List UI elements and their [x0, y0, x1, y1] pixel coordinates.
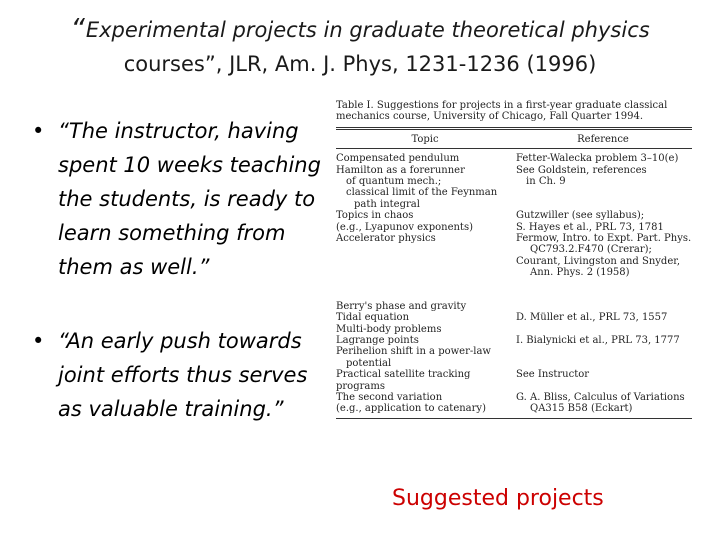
title-line-2: courses”, JLR, Am. J. Phys, 1231-1236 (1996)	[123, 52, 597, 76]
header-reference: Reference	[577, 133, 629, 145]
reference-cell: I. Bialynicki et al., PRL 73, 1777	[516, 334, 680, 346]
topic-cell	[336, 244, 516, 255]
reference-cell	[534, 199, 692, 210]
bullet-marker: •	[32, 119, 45, 143]
table-row	[336, 403, 692, 414]
reference-cell: S. Hayes et al., PRL 73, 1781	[516, 221, 664, 233]
topic-cell	[336, 267, 516, 278]
slide-title	[20, 12, 700, 81]
table-caption: Table I. Suggestions for projects in a first-year graduate classical mechanics course, University of Chicago, Fall Quarter 1994.	[336, 100, 668, 123]
reference-cell: See Instructor	[516, 369, 590, 381]
reference-cell: See Goldstein, references	[516, 164, 647, 176]
reference-cell: Ann. Phys. 2 (1958)	[530, 267, 630, 279]
reference-cell: Courant, Livingston and Snyder,	[516, 255, 681, 267]
table-row	[336, 346, 692, 357]
table-row	[336, 153, 692, 164]
topic-cell: potential	[346, 357, 392, 369]
reference-cell: D. Müller et al., PRL 73, 1557	[516, 312, 668, 324]
header-topic: Topic	[411, 133, 439, 145]
table-gap	[336, 279, 692, 301]
bullet-item	[28, 114, 328, 284]
topic-cell: (e.g., Lyapunov exponents)	[336, 221, 473, 233]
table-row	[336, 210, 692, 221]
table-row	[336, 358, 692, 369]
table-row	[336, 244, 692, 255]
bullet-item	[28, 324, 328, 426]
topic-cell: Multi-body problems	[336, 323, 442, 335]
reference-cell	[516, 324, 692, 335]
topic-cell: Compensated pendulum	[336, 153, 460, 165]
topic-cell	[336, 256, 516, 267]
topic-cell: Lagrange points	[336, 334, 419, 346]
table-row	[336, 233, 692, 244]
topic-cell: Perihelion shift in a power-law	[336, 346, 491, 358]
title-line-1	[20, 12, 700, 47]
topic-cell: Practical satellite tracking programs	[336, 369, 471, 392]
topic-cell: Hamilton as a forerunner	[336, 164, 465, 176]
table-row	[336, 165, 692, 176]
table-row	[336, 176, 692, 187]
table-row	[336, 335, 692, 346]
table-bottom-rule	[336, 418, 692, 419]
bullet-text: “An early push towards joint efforts thus serves as valuable training.”	[58, 329, 308, 421]
reference-cell: in Ch. 9	[526, 176, 566, 188]
topic-cell: Berry's phase and gravity	[336, 300, 467, 312]
suggested-projects-label: Suggested projects	[392, 486, 604, 511]
table-row	[336, 369, 692, 392]
topic-cell: classical limit of the Feynman	[346, 187, 498, 199]
reference-cell	[526, 358, 692, 369]
table-row	[336, 187, 692, 198]
bullet-text: “The instructor, having spent 10 weeks teaching the students, is ready to learn something from them as well.”	[58, 119, 321, 279]
table-row	[336, 324, 692, 335]
table-row	[336, 267, 692, 278]
reference-cell: Fermow, Intro. to Expt. Part. Phys.	[516, 233, 692, 245]
table-row	[336, 256, 692, 267]
topic-cell: Tidal equation	[336, 312, 410, 324]
topic-cell: Accelerator physics	[336, 233, 436, 245]
reference-cell	[516, 301, 692, 312]
topic-cell: The second variation	[336, 391, 443, 403]
topic-cell: (e.g., application to catenary)	[336, 403, 486, 415]
reference-cell: QA315 B58 (Eckart)	[530, 403, 633, 415]
title-text-1: Experimental projects in graduate theoretical physics	[85, 18, 650, 42]
table-header-rule	[336, 148, 692, 149]
table-row	[336, 312, 692, 323]
bullet-marker: •	[32, 329, 45, 353]
topic-cell: of quantum mech.;	[346, 176, 442, 188]
topic-cell: path integral	[354, 198, 420, 210]
table-body	[336, 153, 692, 415]
reference-cell: G. A. Bliss, Calculus of Variations	[516, 391, 685, 403]
table-row	[336, 392, 692, 403]
reference-cell: QC793.2.F470 (Crerar);	[530, 244, 652, 256]
open-quote: “	[70, 12, 85, 45]
reference-cell	[526, 187, 692, 198]
bullet-list	[28, 114, 328, 426]
table-row	[336, 199, 692, 210]
table-row	[336, 301, 692, 312]
topic-cell: Topics in chaos	[336, 210, 414, 222]
reference-cell: Fetter-Walecka problem 3–10(e)	[516, 153, 679, 165]
table-header	[336, 130, 692, 148]
reference-cell: Gutzwiller (see syllabus);	[516, 210, 645, 222]
project-table-image	[336, 100, 692, 419]
reference-cell	[516, 346, 692, 357]
table-row	[336, 222, 692, 233]
